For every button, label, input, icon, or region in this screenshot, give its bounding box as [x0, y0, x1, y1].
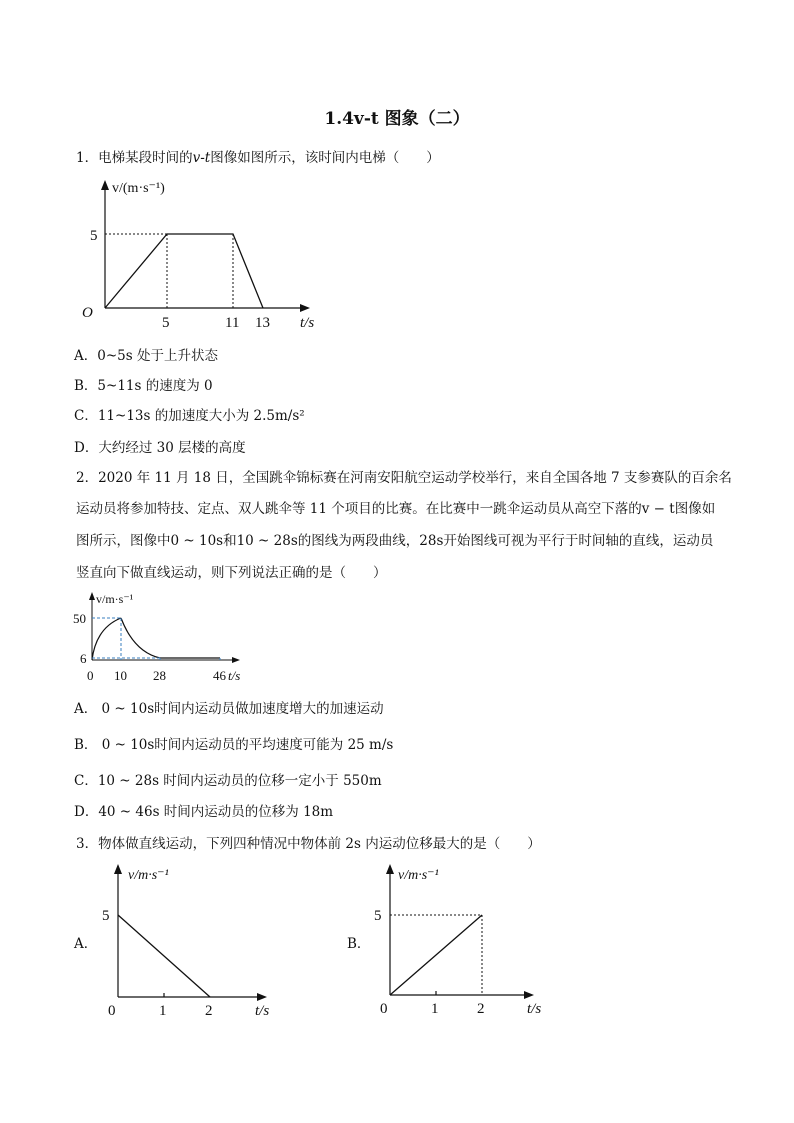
q2-xtick-10: 10: [114, 668, 127, 683]
q2-xlabel: t/s: [228, 668, 241, 683]
q3a-xtick-2: 2: [205, 1003, 213, 1019]
page-title: 1.4v-t 图象（二）: [324, 109, 470, 129]
q3-graph-b: [370, 858, 560, 1023]
q3-graph-a: [98, 858, 288, 1023]
q1-origin: O: [82, 305, 93, 321]
q2-stem-line-2: 运动员将参加特技、定点、双人跳伞等 11 个项目的比赛。在比赛中一跳伞运动员从高空下落的v − t图像如: [76, 501, 716, 517]
q2-ytick-50: 50: [73, 611, 86, 626]
q3a-velocity-line: [118, 915, 210, 997]
q2-stem-line-3: 图所示，图像中0 ~ 10s和10 ~ 28s的图线为两段曲线，28s开始图线可视为平行于时间轴的直线，运动员: [76, 533, 714, 549]
q1-ylabel: v/(m·s⁻¹): [112, 181, 165, 196]
q2-curve-decel: [121, 618, 220, 658]
q1-xtick-11: 11: [225, 315, 240, 331]
q3b-ylabel: v/m·s⁻¹: [398, 868, 439, 883]
q2-x-arrow: [232, 657, 240, 663]
q3b-velocity-line: [390, 915, 482, 995]
q3b-x-arrow: [524, 991, 534, 999]
q1-x-arrow: [300, 304, 310, 312]
q2-stem-line-1: 2．2020 年 11 月 18 日，全国跳伞锦标赛在河南安阳航空运动学校举行，来自全国各地 7 支参赛队的百余名: [76, 470, 732, 486]
q3a-xtick-0: 0: [108, 1003, 116, 1019]
q1-option-c: C．11~13s 的加速度大小为 2.5m/s²: [74, 408, 305, 424]
q1-option-b: B．5~11s 的速度为 0: [74, 378, 213, 394]
q1-option-a: A．0~5s 处于上升状态: [74, 348, 218, 364]
q3a-ylabel: v/m·s⁻¹: [128, 868, 169, 883]
q1-stem-pre: 1．电梯某段时间的: [76, 150, 193, 166]
q3b-ytick-5: 5: [374, 908, 382, 924]
q2-option-c: C．10 ~ 28s 时间内运动员的位移一定小于 550m: [74, 773, 382, 789]
q3-option-b-label: B．: [347, 936, 371, 952]
q1-option-d: D．大约经过 30 层楼的高度: [74, 440, 246, 456]
q2-vt-graph: [72, 588, 252, 688]
q3a-xlabel: t/s: [255, 1003, 270, 1019]
q3a-xtick-1: 1: [159, 1003, 167, 1019]
q3b-xtick-2: 2: [477, 1001, 485, 1017]
q3b-y-arrow: [386, 864, 394, 874]
q2-xtick-46: 46: [213, 668, 226, 683]
q2-xtick-0: 0: [87, 668, 94, 683]
q2-ylabel: v/m·s⁻¹: [96, 592, 134, 606]
q2-curve-accel: [92, 618, 121, 660]
q2-option-a: A． 0 ~ 10s时间内运动员做加速度增大的加速运动: [74, 701, 384, 717]
q3-stem: 3．物体做直线运动，下列四种情况中物体前 2s 内运动位移最大的是（ ）: [76, 836, 541, 852]
q1-stem-post: 图像如图所示，该时间内电梯（ ）: [210, 150, 440, 166]
q1-stem-var: v-t: [192, 150, 211, 166]
q1-y-arrow: [101, 180, 109, 190]
q3b-xlabel: t/s: [527, 1001, 542, 1017]
q2-ytick-6: 6: [80, 651, 87, 666]
q2-y-arrow: [89, 592, 95, 600]
q1-xlabel: t/s: [300, 315, 315, 331]
q3a-x-arrow: [257, 993, 267, 1001]
q1-vt-graph: [78, 176, 328, 336]
q1-stem: [76, 146, 440, 166]
q3a-ytick-5: 5: [102, 908, 110, 924]
q2-xtick-28: 28: [153, 668, 166, 683]
q2-option-d: D．40 ~ 46s 时间内运动员的位移为 18m: [74, 804, 334, 820]
q3b-xtick-1: 1: [431, 1001, 439, 1017]
q2-option-b: B． 0 ~ 10s时间内运动员的平均速度可能为 25 m/s: [74, 737, 394, 753]
q3a-y-arrow: [114, 864, 122, 874]
q3-option-a-label: A．: [74, 936, 98, 952]
q1-velocity-line: [105, 234, 263, 308]
q3b-xtick-0: 0: [380, 1001, 388, 1017]
q1-xtick-5: 5: [162, 315, 170, 331]
q2-stem-line-4: 竖直向下做直线运动，则下列说法正确的是（ ）: [76, 565, 387, 581]
q1-xtick-13: 13: [255, 315, 270, 331]
q1-ytick-5: 5: [90, 228, 98, 244]
